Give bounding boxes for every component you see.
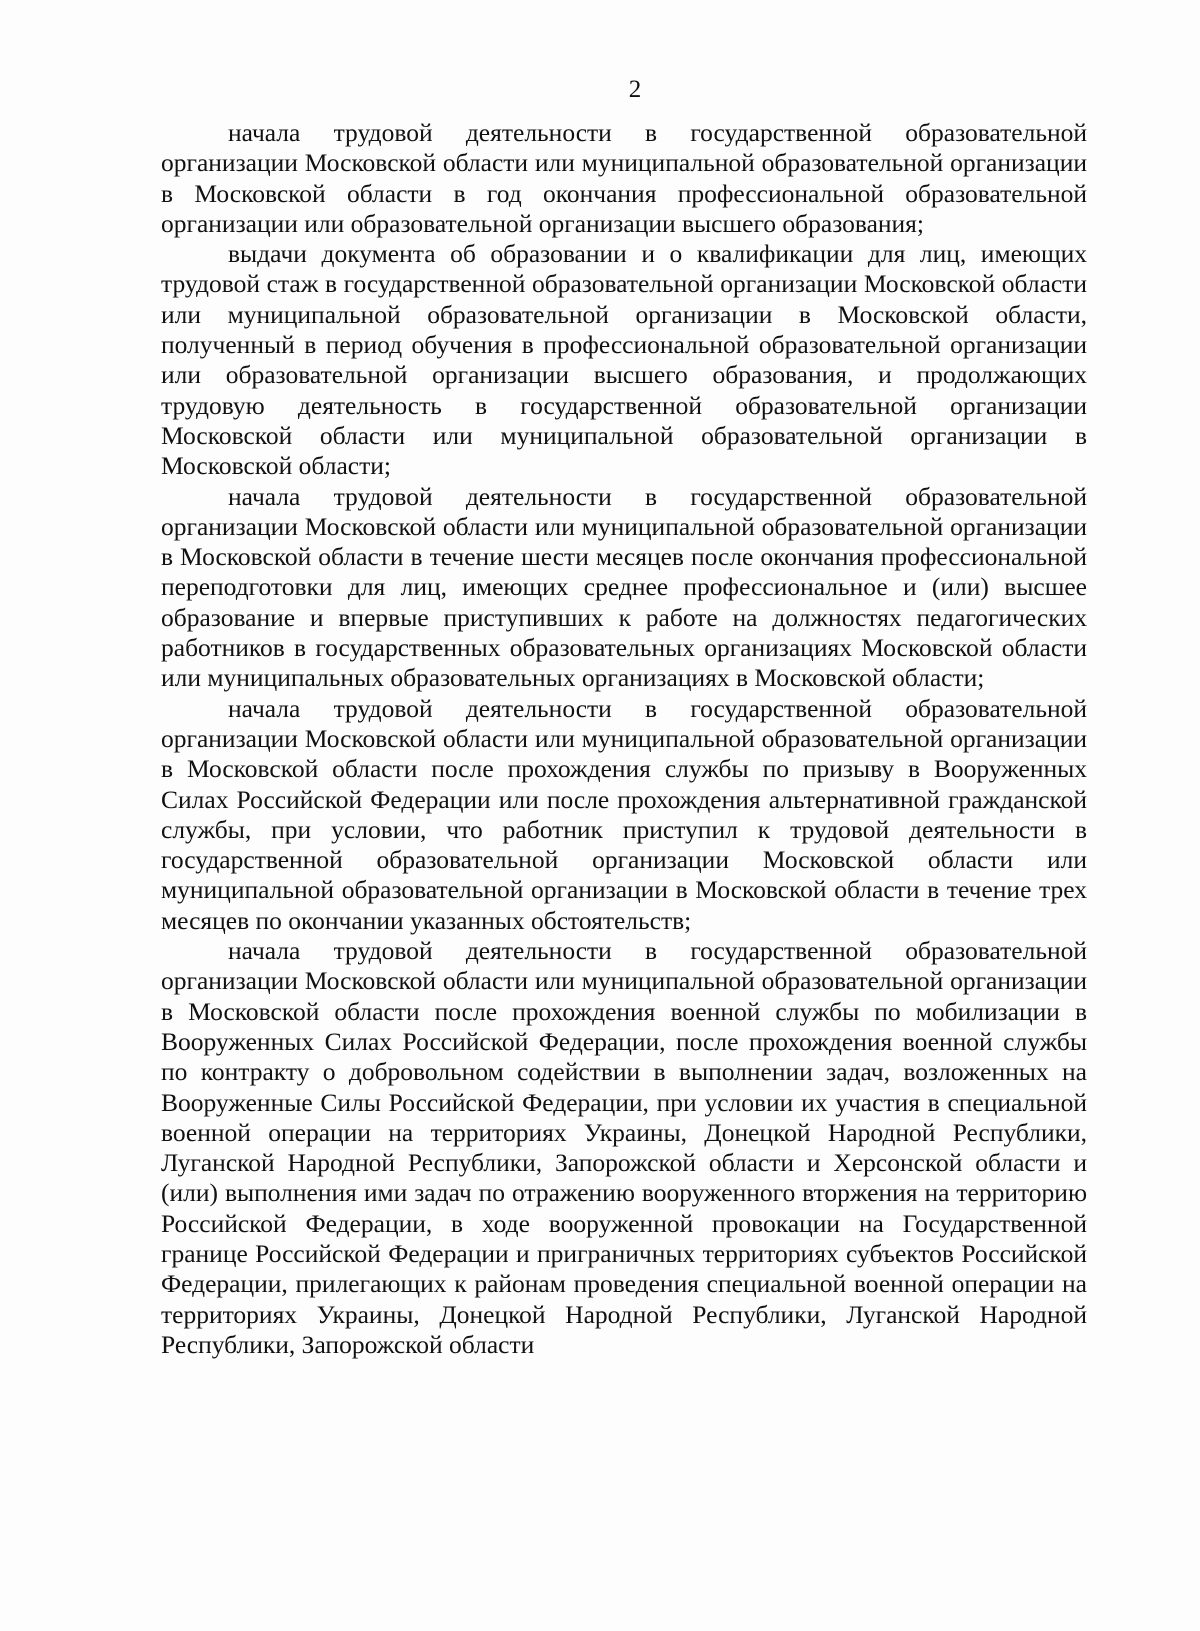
paragraph-3: начала трудовой деятельности в государственной образовательной организации Московской области или муниципальной образовательной организации в Московской области в течение шести месяцев после окончания профессиональной переподготовки для лиц, имеющих среднее профессиональное и (или) высшее образование и впервые приступивших к работе на должностях педагогических работников в государственных образовательных организациях Московской области или муниципальных образовательных организациях в Московской области; (161, 481, 1087, 693)
document-body (161, 118, 1087, 1360)
paragraph-1: начала трудовой деятельности в государственной образовательной организации Московской области или муниципальной образовательной организации в Московской области в год окончания профессиональной образовательной организации или образовательной организации высшего образования; (161, 118, 1087, 238)
paragraph-4: начала трудовой деятельности в государственной образовательной организации Московской области или муниципальной образовательной организации в Московской области после прохождения службы по призыву в Вооруженных Силах Российской Федерации или после прохождения альтернативной гражданской службы, при условии, что работник приступил к трудовой деятельности в государственной образовательной организации Московской области или муниципальной образовательной организации в Московской области в течение трех месяцев по окончании указанных обстоятельств; (161, 693, 1087, 935)
paragraph-2: выдачи документа об образовании и о квалификации для лиц, имеющих трудовой стаж в государственной образовательной организации Московской области или муниципальной образовательной организации в Московской области, полученный в период обучения в профессиональной образовательной организации или образовательной организации высшего образования, и продолжающих трудовую деятельность в государственной образовательной организации Московской области или муниципальной образовательной организации в Московской области; (161, 239, 1087, 481)
page-number: 2 (628, 76, 642, 103)
paragraph-5: начала трудовой деятельности в государственной образовательной организации Московской области или муниципальной образовательной организации в Московской области после прохождения военной службы по мобилизации в Вооруженных Силах Российской Федерации, после прохождения военной службы по контракту о добровольном содействии в выполнении задач, возложенных на Вооруженные Силы Российской Федерации, при условии их участия в специальной военной операции на территориях Украины, Донецкой Народной Республики, Луганской Народной Республики, Запорожской области и Херсонской области и (или) выполнения ими задач по отражению вооруженного вторжения на территорию Российской Федерации, в ходе вооруженной провокации на Государственной границе Российской Федерации и приграничных территориях субъектов Российской Федерации, прилегающих к районам проведения специальной военной операции на территориях Украины, Донецкой Народной Республики, Луганской Народной Республики, Запорожской области (161, 936, 1087, 1359)
